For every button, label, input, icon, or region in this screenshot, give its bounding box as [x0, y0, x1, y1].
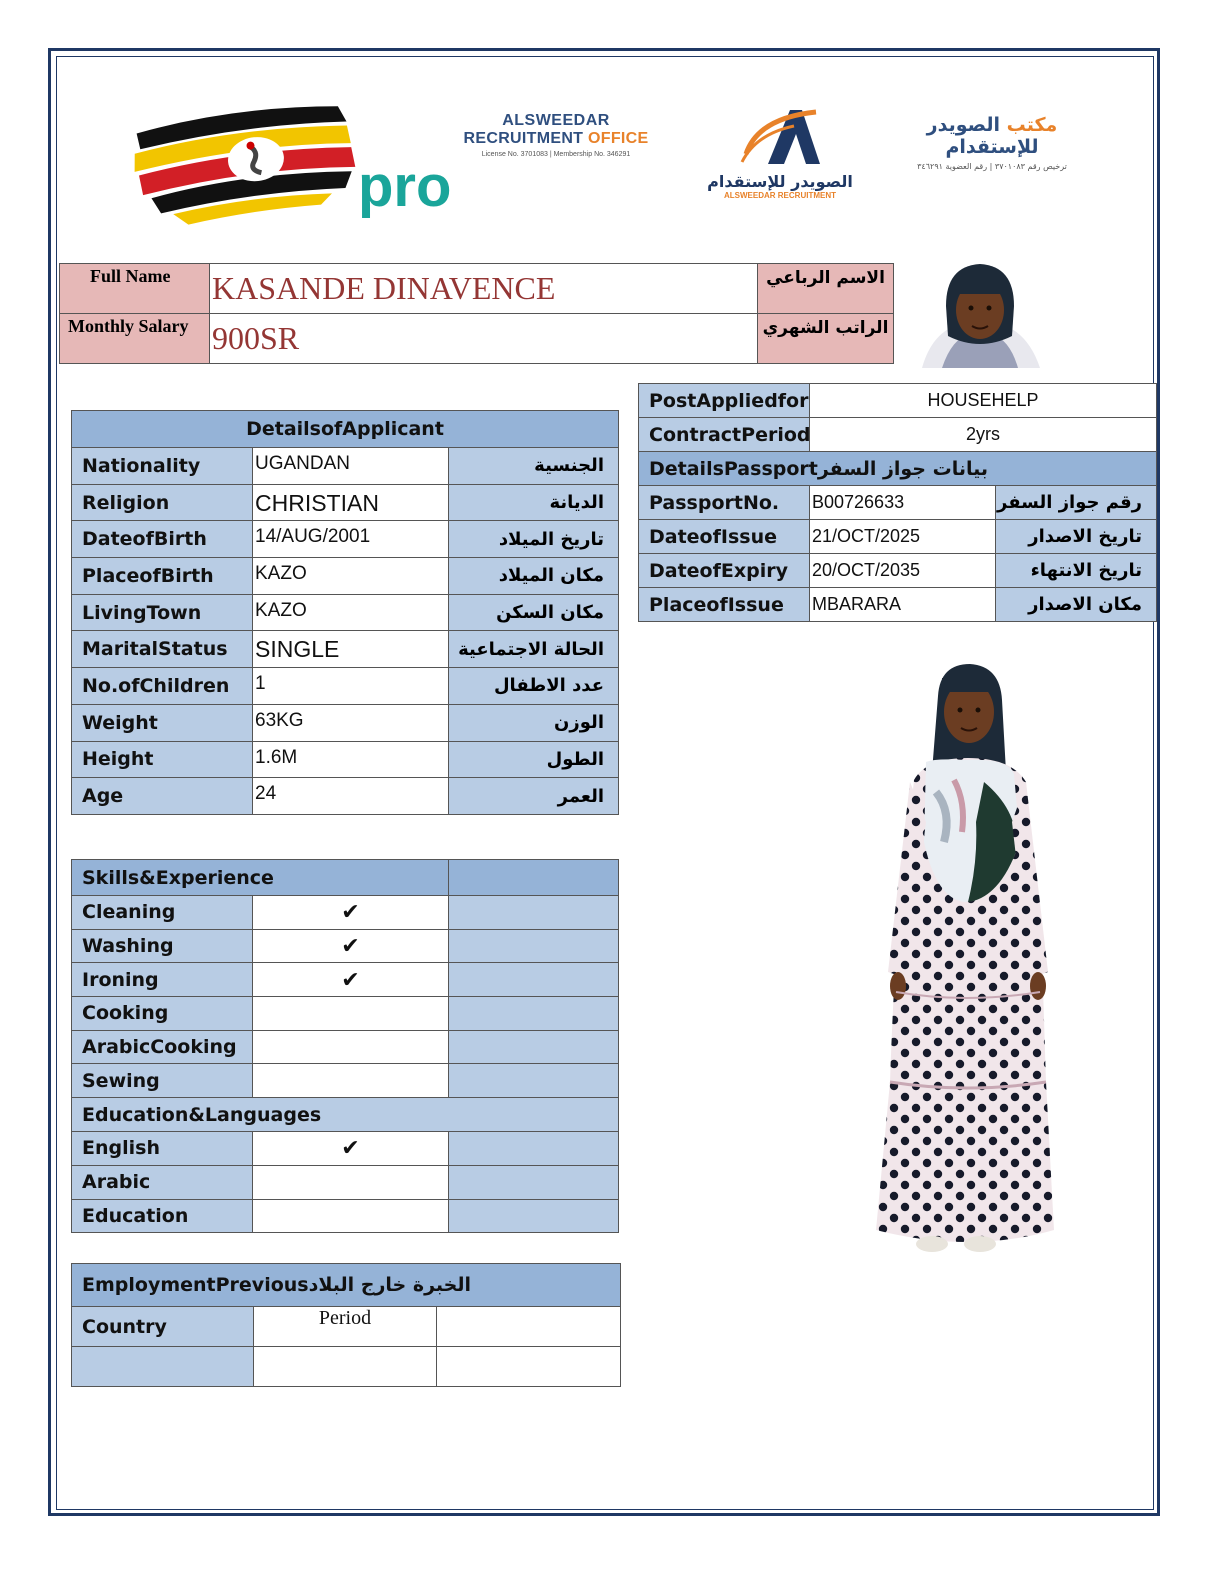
applicant-row-label: Height: [72, 741, 253, 778]
employment-empty-country: [72, 1347, 254, 1387]
skill-row: [72, 1132, 619, 1166]
applicant-title: DetailsofApplicant: [72, 411, 619, 448]
skill-row-blank: [449, 1064, 619, 1098]
salary-row: [60, 314, 894, 364]
passport-row: [639, 520, 1157, 554]
office-logo-en: [456, 112, 656, 172]
skill-row: [72, 1064, 619, 1098]
passport-header-row: [639, 452, 1157, 486]
passport-row-ar: تاريخ الاصدار: [996, 520, 1157, 554]
skill-row-label: Ironing: [72, 963, 253, 997]
office-license: License No. 3701083 | Membership No. 346291: [481, 151, 631, 158]
passport-row-label: PlaceofIssue: [639, 588, 810, 622]
applicant-row-ar: مكان السكن: [449, 594, 619, 631]
passport-row: [639, 486, 1157, 520]
skill-check-mark: [253, 997, 449, 1031]
skill-row: [72, 963, 619, 997]
skill-check-mark: ✔: [253, 963, 449, 997]
skill-row-label: Education: [72, 1199, 253, 1233]
employment-empty-row: [72, 1347, 621, 1387]
full-name-ar: الاسم الرباعي: [758, 264, 894, 314]
employment-blank-1: [437, 1307, 621, 1347]
skills-header-row: [72, 860, 619, 896]
applicant-row-value: SINGLE: [253, 631, 449, 668]
education-header-row: [72, 1098, 619, 1132]
skills-title: Skills&Experience: [72, 860, 449, 896]
post-label: PostAppliedfor: [639, 384, 810, 418]
skill-row: [72, 1030, 619, 1064]
passport-row: [639, 588, 1157, 622]
applicant-row: [72, 704, 619, 741]
employment-header-row: [72, 1264, 621, 1307]
skill-row-blank: [449, 1132, 619, 1166]
passport-row: [639, 554, 1157, 588]
applicant-row-value: 24: [253, 778, 449, 815]
applicant-row-value: KAZO: [253, 594, 449, 631]
applicant-headshot: [912, 262, 1048, 368]
applicant-row: [72, 741, 619, 778]
skill-row-label: Washing: [72, 929, 253, 963]
skill-row-blank: [449, 896, 619, 930]
skill-check-mark: [253, 1165, 449, 1199]
applicant-full-body-photo: [866, 662, 1058, 1264]
center-logo-ar: الصويدر للإستقدام: [707, 172, 853, 191]
applicant-row-value: UGANDAN: [253, 448, 449, 485]
applicant-row-ar: الحالة الاجتماعية: [449, 631, 619, 668]
applicant-row: [72, 484, 619, 521]
contract-label: ContractPeriod: [639, 418, 810, 452]
skills-header-blank: [449, 860, 619, 896]
applicant-row-ar: الديانة: [449, 484, 619, 521]
applicant-row-value: CHRISTIAN: [253, 484, 449, 521]
skill-row-blank: [449, 963, 619, 997]
skill-row-blank: [449, 997, 619, 1031]
applicant-header-row: [72, 411, 619, 448]
applicant-row: [72, 558, 619, 595]
applicant-row-label: No.ofChildren: [72, 668, 253, 705]
passport-row-value: 21/OCT/2025: [810, 520, 996, 554]
applicant-row: [72, 448, 619, 485]
logo-pro-text: pro: [358, 154, 452, 219]
skill-row-blank: [449, 1199, 619, 1233]
post-passport-table: [638, 383, 1157, 622]
full-name-row: [60, 264, 894, 314]
passport-row-ar: تاريخ الانتهاء: [996, 554, 1157, 588]
passport-row-label: DateofExpiry: [639, 554, 810, 588]
skill-row-label: ArabicCooking: [72, 1030, 253, 1064]
applicant-row-label: Weight: [72, 704, 253, 741]
right-logo-name: الصويدر للإستقدام: [926, 114, 1039, 158]
office-name-line1: ALSWEEDAR: [502, 112, 610, 129]
skill-check-mark: ✔: [253, 1132, 449, 1166]
applicant-row-ar: مكان الميلاد: [449, 558, 619, 595]
applicant-row-label: Religion: [72, 484, 253, 521]
applicant-row: [72, 778, 619, 815]
applicant-row: [72, 521, 619, 558]
skill-row-blank: [449, 1165, 619, 1199]
skill-row-blank: [449, 929, 619, 963]
post-value: HOUSEHELP: [810, 384, 1157, 418]
passport-row-value: 20/OCT/2035: [810, 554, 996, 588]
salary-label: Monthly Salary: [60, 314, 210, 364]
name-salary-table: [59, 263, 894, 364]
applicant-row-label: LivingTown: [72, 594, 253, 631]
applicant-row-ar: تاريخ الميلاد: [449, 521, 619, 558]
applicant-row-value: KAZO: [253, 558, 449, 595]
skill-row-blank: [449, 1030, 619, 1064]
skill-row-label: Cleaning: [72, 896, 253, 930]
employment-empty-period: [254, 1347, 437, 1387]
skill-check-mark: [253, 1030, 449, 1064]
skill-row: [72, 896, 619, 930]
passport-row-ar: رقم جواز السفر: [996, 486, 1157, 520]
center-logo: [698, 104, 862, 212]
applicant-row: [72, 594, 619, 631]
skill-check-mark: [253, 1064, 449, 1098]
applicant-row-value: 14/AUG/2001: [253, 521, 449, 558]
applicant-details-table: [71, 410, 619, 815]
passport-row-label: DateofIssue: [639, 520, 810, 554]
right-logo-sub: ترخيص رقم ٣٧٠١٠٨٣ | رقم العضوية ٣٤٦٢٩١: [917, 162, 1067, 171]
applicant-row-ar: الجنسية: [449, 448, 619, 485]
applicant-row-label: Age: [72, 778, 253, 815]
employment-title: EmploymentPreviousالخبرة خارج البلاد: [72, 1264, 621, 1307]
applicant-row-label: MaritalStatus: [72, 631, 253, 668]
applicant-row-ar: الطول: [449, 741, 619, 778]
passport-row-value: B00726633: [810, 486, 996, 520]
applicant-row-ar: عدد الاطفال: [449, 668, 619, 705]
applicant-row-label: DateofBirth: [72, 521, 253, 558]
uganda-flag-logo: [128, 100, 452, 230]
passport-row-value: MBARARA: [810, 588, 996, 622]
education-rows: [72, 1132, 619, 1233]
applicant-row: [72, 668, 619, 705]
skill-row: [72, 1199, 619, 1233]
applicant-row-label: PlaceofBirth: [72, 558, 253, 595]
skill-row: [72, 1165, 619, 1199]
office-name-office: OFFICE: [588, 130, 649, 147]
office-name-line2: [456, 130, 656, 148]
applicant-row-label: Nationality: [72, 448, 253, 485]
applicant-row: [72, 631, 619, 668]
passport-row-ar: مكان الاصدار: [996, 588, 1157, 622]
right-logo-maktab: مكتب: [1006, 114, 1058, 136]
post-row: [639, 384, 1157, 418]
applicant-row-value: 1.6M: [253, 741, 449, 778]
right-logo: [880, 114, 1104, 170]
applicant-row-ar: الوزن: [449, 704, 619, 741]
passport-title: DetailsPassportبيانات جواز السفر: [639, 452, 1157, 486]
office-name-recruitment: RECRUITMENT: [463, 130, 584, 147]
employment-table: [71, 1263, 621, 1387]
right-logo-title: [880, 114, 1104, 158]
period-label: Period: [254, 1307, 437, 1347]
contract-value: 2yrs: [810, 418, 1157, 452]
applicant-row-ar: العمر: [449, 778, 619, 815]
salary-ar: الراتب الشهري: [758, 314, 894, 364]
full-name-value: KASANDE DINAVENCE: [210, 264, 758, 314]
skill-row-label: Sewing: [72, 1064, 253, 1098]
center-logo-en: ALSWEEDAR RECRUITMENT: [724, 191, 836, 200]
contract-row: [639, 418, 1157, 452]
skill-row-label: Cooking: [72, 997, 253, 1031]
skill-check-mark: [253, 1199, 449, 1233]
passport-rows: [639, 486, 1157, 622]
salary-value: 900SR: [210, 314, 758, 364]
skills-table: [71, 859, 619, 1233]
skill-check-mark: ✔: [253, 929, 449, 963]
applicant-rows: [72, 448, 619, 815]
applicant-row-value: 1: [253, 668, 449, 705]
passport-row-label: PassportNo.: [639, 486, 810, 520]
skill-row: [72, 929, 619, 963]
logo-a-icon: [698, 104, 862, 168]
employment-columns-row: [72, 1307, 621, 1347]
skill-row-label: Arabic: [72, 1165, 253, 1199]
applicant-row-value: 63KG: [253, 704, 449, 741]
skills-rows: [72, 896, 619, 1098]
full-name-label: Full Name: [60, 264, 210, 314]
skill-row-label: English: [72, 1132, 253, 1166]
employment-empty-extra: [437, 1347, 621, 1387]
skill-row: [72, 997, 619, 1031]
education-title: Education&Languages: [72, 1098, 619, 1132]
skill-check-mark: ✔: [253, 896, 449, 930]
country-label: Country: [72, 1307, 254, 1347]
